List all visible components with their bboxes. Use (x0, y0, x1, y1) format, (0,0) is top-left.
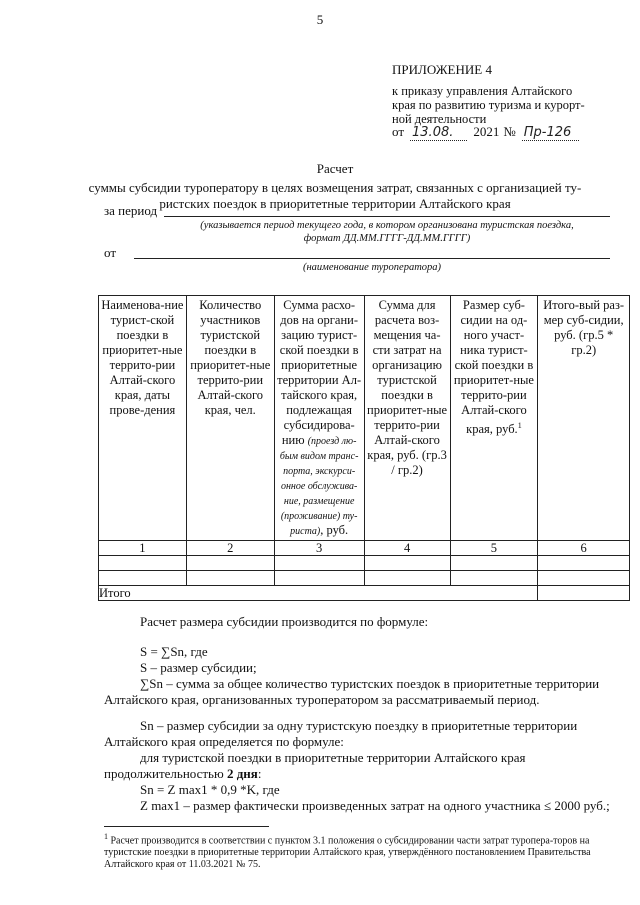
page-number: 5 (316, 12, 324, 27)
header-cell-5 (450, 296, 538, 541)
trip-tail: : (257, 766, 262, 781)
formula-intro: Расчет размера субсидии производится по формуле: (140, 614, 429, 629)
header-cell-2: Количество участников туристской поездки в приоритет-ные террито-рии Алтай-ского края, чел. (186, 296, 274, 541)
trip-lead: для туристской поездки в приоритетные территории Алтайского края продолжительностью (104, 750, 526, 781)
formula-sum-definition: ∑Sn – сумма за общее количество туристских поездок в приоритетные территории Алтайского края, организованных туроператором за рассматриваемый период. (104, 676, 600, 707)
header-cell-3-tail: , руб. (320, 523, 349, 537)
column-number: 5 (450, 541, 538, 556)
operator-input-line (134, 243, 610, 259)
footnote-ref: 1 (517, 421, 522, 430)
trip-duration-paragraph (104, 750, 619, 782)
column-number: 2 (186, 541, 274, 556)
order-line: края по развитию туризма и курорт- (392, 98, 585, 112)
header-cell-3-main: Сумма расхо-дов на органи-зацию турист-ской поездки в приоритетные территории Ал-тайского края, подлежащая субсидирова-нию (277, 298, 362, 447)
formula-line: S = ∑Sn, где (140, 644, 208, 659)
header-cell-4: Сумма для расчета воз-мещения ча-сти затрат на организацию туристской поездки в приоритет-ные террито-рии Алтай-ского края, руб. (гр.3 / гр.2) (364, 296, 450, 541)
date-prefix: от (392, 124, 405, 139)
period-label: за период (104, 203, 158, 218)
table-row (99, 556, 630, 571)
table-header-row (99, 296, 630, 541)
formula-block (140, 644, 620, 676)
appendix-heading: ПРИЛОЖЕНИЕ 4 (392, 62, 492, 77)
number-sign: № (503, 124, 516, 139)
header-cell-3-note: (проезд лю-бым видом транс-порта, экскурси-онное обслужива-ние, размещение (проживание) ту-риста) (279, 436, 359, 537)
footnote-divider (104, 826, 269, 827)
order-reference (392, 84, 606, 126)
operator-label: от (104, 245, 117, 260)
column-number: 6 (538, 541, 630, 556)
footnote-text: Расчет производится в соответствии с пунктом 3.1 положения о субсидировании части затрат туропера-торов на туристские поездки в приоритетные территории Алтайского края, утверждённого постановлением Правительства Алтайского края от 11.03.2021 № 75. (104, 835, 591, 871)
order-line: ной деятельности (392, 112, 487, 126)
table-row (99, 571, 630, 586)
column-number: 1 (99, 541, 187, 556)
period-hint-line: формат ДД.ММ.ГГГГ-ДД.ММ.ГГГГ) (303, 233, 471, 244)
order-line: к приказу управления Алтайского (392, 84, 573, 98)
sn-definition: Sn – размер субсидии за одну туристскую поездку в приоритетные территории Алтайского края определяется по формуле: (104, 718, 578, 749)
column-number: 4 (364, 541, 450, 556)
date-year: 2021 (473, 124, 500, 139)
formula-line: S – размер субсидии; (140, 660, 257, 675)
total-row (99, 586, 630, 601)
period-hint-line: (указывается период текущего года, в котором организована туристская поездка, (200, 220, 574, 231)
title-line: Расчет (316, 161, 354, 176)
header-cell-3 (274, 296, 364, 541)
period-hint (164, 219, 610, 245)
calculation-table (98, 295, 630, 601)
footnote-mark: 1 (104, 832, 108, 841)
zmax-definition: Z max1 – размер фактически произведенных затрат на одного участника ≤ 2000 руб.; (140, 798, 610, 813)
column-number-row (99, 541, 630, 556)
trip-duration: 2 дня (226, 766, 258, 781)
handwritten-date: 13.08. (410, 125, 467, 141)
total-label: Итого (99, 586, 538, 601)
period-input-line (164, 201, 610, 217)
order-date-row (392, 124, 618, 141)
operator-hint: (наименование туроператора) (302, 262, 442, 273)
title-line: ристских поездок в приоритетные территории Алтайского края (159, 196, 511, 211)
header-cell-5-main: Размер суб-сидии на од-ного участ-ника турист-ской поездки в приоритет-ные террито-рии Алтай-ского края, руб. (453, 298, 534, 437)
sn-formula: Sn = Z max1 * 0,9 *K, где (140, 782, 280, 797)
handwritten-number: Пр-126 (522, 125, 580, 141)
column-number: 3 (274, 541, 364, 556)
title-line: суммы субсидии туроператору в целях возмещения затрат, связанных с организацией ту- (88, 180, 582, 195)
header-cell-1: Наименова-ние турист-ской поездки в приоритет-ные террито-рии Алтай-ского края, даты прове-дения (99, 296, 187, 541)
footnote (104, 831, 616, 871)
total-value (538, 586, 630, 601)
header-cell-6: Итого-вый раз-мер суб-сидии, руб. (гр.5 * гр.2) (538, 296, 630, 541)
